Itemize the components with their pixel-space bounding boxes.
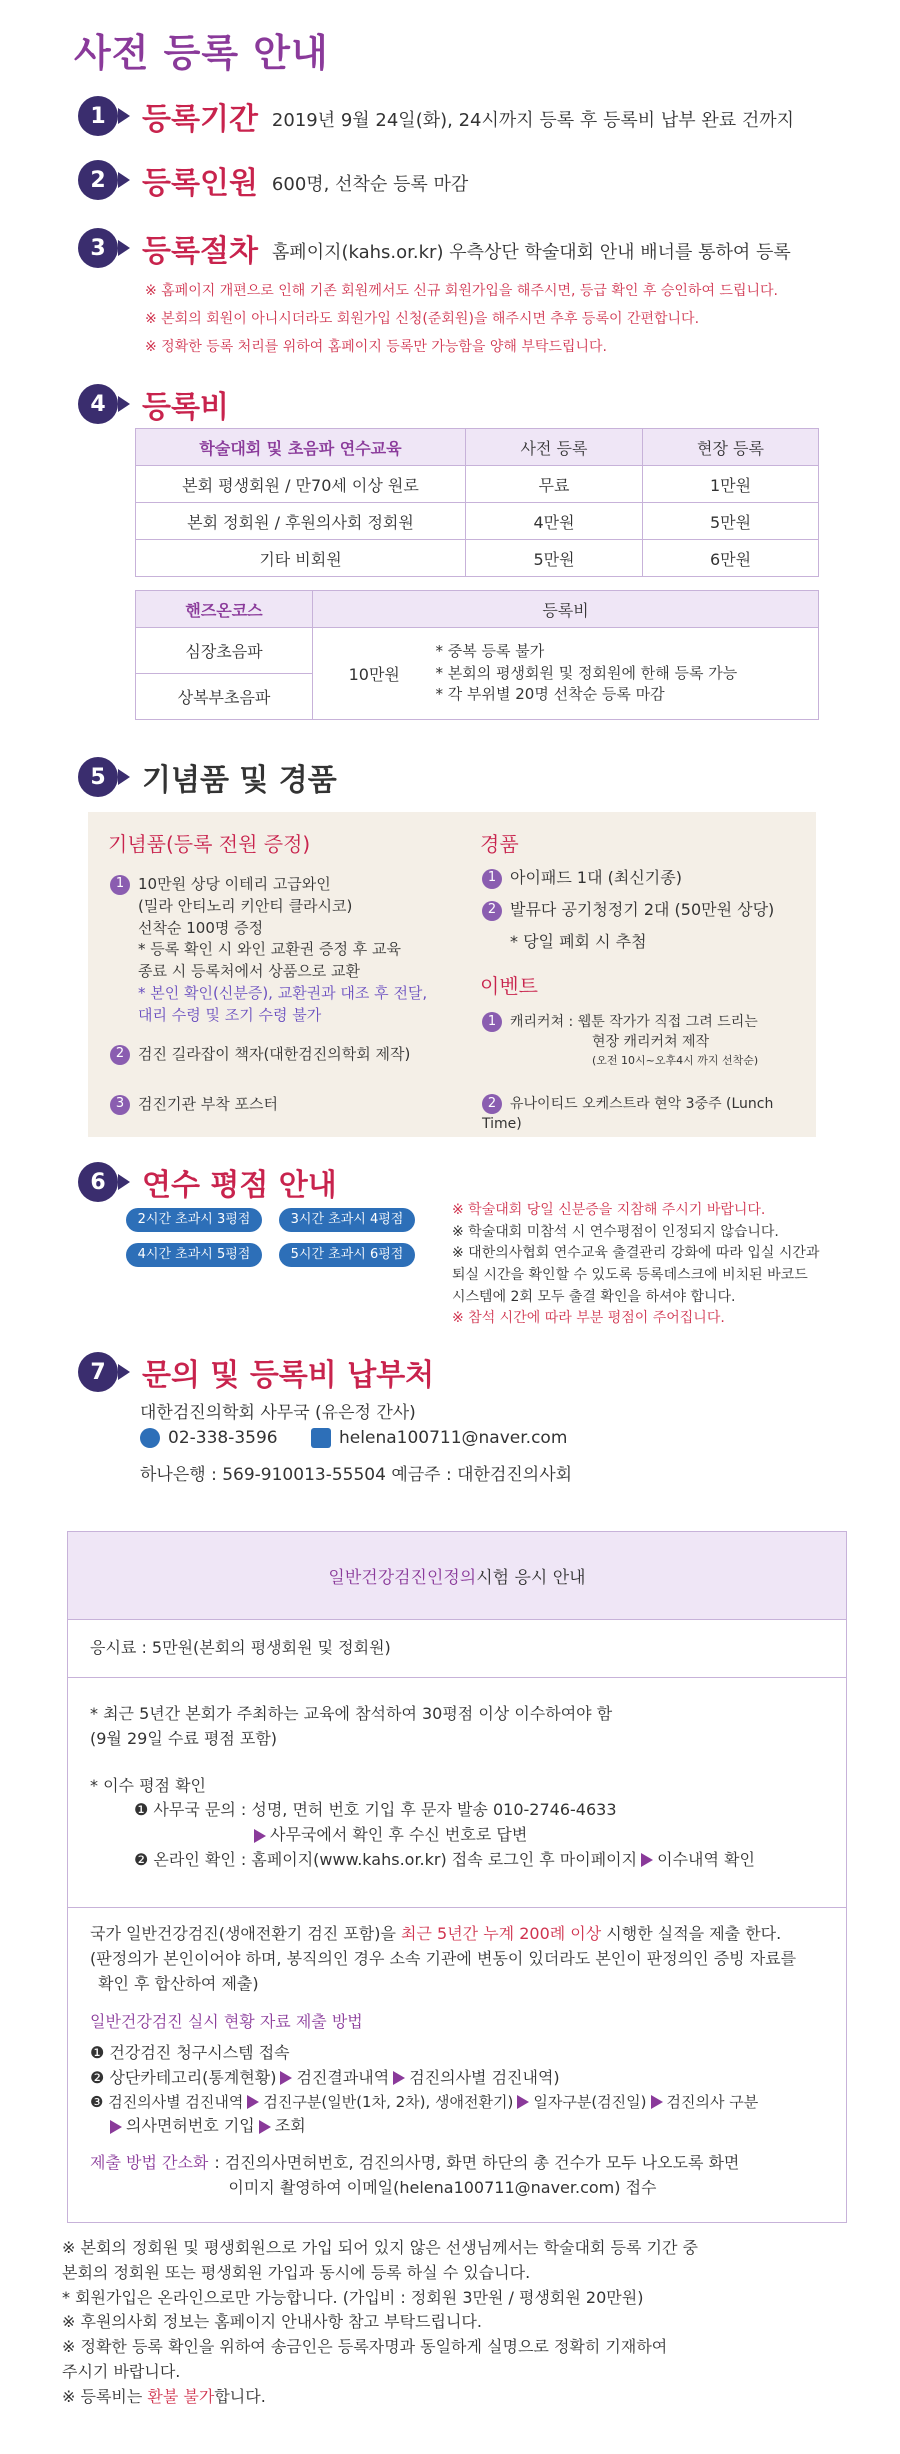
section-heading: 등록기간 bbox=[142, 102, 258, 137]
section-number: 6 bbox=[78, 1162, 118, 1202]
prize-note: * 당일 폐회 시 추첨 bbox=[510, 932, 647, 951]
gift-line: * 등록 확인 시 와인 교환권 증정 후 교육 bbox=[138, 940, 401, 959]
check-line: 사무국에서 확인 후 수신 번호로 답변 bbox=[270, 1825, 528, 1845]
section-heading: 등록인원 bbox=[142, 166, 258, 201]
footer-line: ※ 후원의사회 정보는 홈페이지 안내사항 참고 부탁드립니다. bbox=[62, 2312, 482, 2332]
exam-fee: 응시료 : 5만원(본회의 평생회원 및 정회원) bbox=[68, 1620, 846, 1678]
highlight-text: 환불 불가 bbox=[147, 2386, 215, 2406]
simple-method bbox=[90, 2151, 846, 2201]
exam-requirements bbox=[68, 1678, 846, 1908]
event-item-2 bbox=[482, 1094, 816, 1135]
email-icon bbox=[311, 1428, 331, 1448]
credit-badge: 4시간 초과시 5평점 bbox=[126, 1243, 262, 1267]
section-desc: 600명, 선착순 등록 마감 bbox=[271, 174, 469, 195]
section-desc: 홈페이지(kahs.or.kr) 우측상단 학술대회 안내 배너를 통하여 등록 bbox=[271, 242, 791, 263]
table-row bbox=[136, 540, 819, 577]
arrow-icon bbox=[641, 1853, 653, 1867]
footer-line: 본회의 정회원 또는 평생회원 가입과 동시에 등록 하실 수 있습니다. bbox=[62, 2262, 531, 2282]
table-cell bbox=[436, 628, 819, 720]
method-step: ❶ 건강검진 청구시스템 접속 bbox=[90, 2043, 290, 2063]
table-cell: 본회 정회원 / 후원의사회 정회원 bbox=[136, 503, 466, 540]
text: 합니다. bbox=[214, 2386, 266, 2406]
prize-text: 아이패드 1대 (최신기종) bbox=[510, 868, 682, 887]
event-line: 캐리커쳐 : 웹툰 작가가 직접 그려 드리는 bbox=[510, 1014, 758, 1030]
text: 일자구분(검진일) bbox=[533, 2092, 647, 2111]
phone-number[interactable]: 02-338-3596 bbox=[168, 1428, 278, 1448]
prize-text: 발뮤다 공기청정기 2대 (50만원 상당) bbox=[510, 900, 775, 919]
footer-line: ※ 본회의 정회원 및 평생회원으로 가입 되어 있지 않은 선생님께서는 학술대회 등록 기간 중 bbox=[62, 2238, 698, 2257]
method-step bbox=[90, 2066, 846, 2091]
section-number: 5 bbox=[78, 757, 118, 797]
contact-org: 대한검진의학회 사무국 (유은정 간사) bbox=[140, 1403, 416, 1423]
gift-item-1 bbox=[110, 874, 427, 1026]
footer-line: * 회원가입은 온라인으로만 가능합니다. (가입비 : 정회원 3만원 / 평생회원 20만원) bbox=[62, 2287, 644, 2307]
section-heading: 기념품 및 경품 bbox=[142, 763, 337, 798]
table-cell: 심장초음파 bbox=[136, 628, 313, 674]
handson-table bbox=[135, 590, 819, 720]
section-heading: 문의 및 등록비 납부처 bbox=[142, 1358, 435, 1393]
email-link[interactable]: helena100711@naver.com bbox=[339, 1428, 568, 1448]
fee-table bbox=[135, 428, 819, 577]
section-heading: 등록비 bbox=[142, 390, 229, 425]
arrow-icon bbox=[517, 2095, 529, 2109]
table-header: 등록비 bbox=[313, 591, 819, 628]
exam-submission bbox=[68, 1908, 846, 2200]
number-badge: 1 bbox=[482, 1012, 502, 1032]
exam-title-highlight: 일반건강검진인정의 bbox=[328, 1568, 477, 1588]
section-number: 4 bbox=[78, 384, 118, 424]
text: : 검진의사면허번호, 검진의사명, 화면 하단의 총 건수가 모두 나오도록 화면 bbox=[214, 2152, 740, 2172]
text: (판정의가 본인이어야 하며, 봉직의인 경우 소속 기관에 변동이 있더라도 본인이 판정의인 증빙 자료를 bbox=[90, 1948, 797, 1968]
section-3 bbox=[78, 226, 791, 270]
section-1 bbox=[78, 94, 794, 138]
credit-notes bbox=[452, 1200, 819, 1330]
section-4 bbox=[78, 382, 229, 426]
note: 시스템에 2회 모두 출결 확인을 하셔야 합니다. bbox=[452, 1288, 736, 1305]
gift-line: 선착순 100명 증정 bbox=[138, 918, 264, 937]
text: 이미지 촬영하여 이메일(helena100711@naver.com) 접수 bbox=[228, 2177, 657, 2197]
method-step bbox=[90, 2114, 846, 2139]
footer-line: ※ 정확한 등록 확인을 위하여 송금인은 등록자명과 동일하게 실명으로 정확히 기재하여 bbox=[62, 2337, 668, 2357]
section-2 bbox=[78, 158, 468, 202]
section-desc: 2019년 9월 24일(화), 24시까지 등록 후 등록비 납부 완료 건까지 bbox=[271, 110, 795, 131]
table-cell: 5만원 bbox=[466, 540, 643, 577]
page-title: 사전 등록 안내 bbox=[74, 31, 329, 75]
arrow-icon bbox=[393, 2071, 405, 2085]
req-line: (9월 29일 수료 평점 포함) bbox=[90, 1728, 278, 1748]
table-cell: 5만원 bbox=[643, 503, 819, 540]
table-cell: 1만원 bbox=[643, 466, 819, 503]
note: ※ 대한의사협회 연수교육 출결관리 강화에 따라 입실 시간과 bbox=[452, 1245, 820, 1262]
table-cell: 기타 비회원 bbox=[136, 540, 466, 577]
gift-item-2 bbox=[110, 1044, 410, 1066]
text: 조회 bbox=[274, 2116, 306, 2136]
section-number: 3 bbox=[78, 228, 118, 268]
section-number: 7 bbox=[78, 1352, 118, 1392]
number-badge: 2 bbox=[482, 901, 502, 921]
arrow-icon bbox=[247, 2095, 259, 2109]
method-title: 일반건강검진 실시 현황 자료 제출 방법 bbox=[90, 2012, 363, 2032]
credit-badge: 3시간 초과시 4평점 bbox=[279, 1208, 415, 1232]
table-row bbox=[136, 503, 819, 540]
gift-line: (밀라 안티노리 키안티 클라시코) bbox=[138, 896, 353, 915]
note: ※ 본회의 회원이 아니시더라도 회원가입 신청(준회원)을 해주시면 추후 등록이 간편합니다. bbox=[145, 311, 700, 327]
gift-line: 검진 길라잡이 책자(대한검진의학회 제작) bbox=[138, 1045, 411, 1063]
credit-badge: 5시간 초과시 6평점 bbox=[279, 1243, 415, 1267]
table-cell: 4만원 bbox=[466, 503, 643, 540]
note: ※ 학술대회 미참석 시 연수평점이 인정되지 않습니다. bbox=[452, 1223, 779, 1240]
gift-box bbox=[88, 812, 816, 1137]
table-header: 학술대회 및 초음파 연수교육 bbox=[136, 429, 466, 466]
arrow-icon bbox=[651, 2095, 663, 2109]
gift-title: 기념품(등록 전원 증정) bbox=[108, 832, 311, 856]
section-heading: 등록절차 bbox=[142, 234, 258, 269]
note: ※ 학술대회 당일 신분증을 지참해 주시기 바랍니다. bbox=[452, 1202, 766, 1218]
text: ※ 등록비는 bbox=[62, 2386, 148, 2406]
text: 검진결과내역 bbox=[296, 2067, 390, 2087]
contact-row bbox=[140, 1428, 567, 1448]
note: ※ 정확한 등록 처리를 위하여 홈페이지 등록만 가능함을 양해 부탁드립니다. bbox=[145, 339, 607, 355]
text: 검진의사 구분 bbox=[666, 2092, 759, 2111]
event-line: (오전 10시~오후4시 까지 선착순) bbox=[592, 1053, 759, 1067]
table-row bbox=[136, 466, 819, 503]
arrow-icon bbox=[280, 2071, 292, 2085]
section-number: 1 bbox=[78, 96, 118, 136]
table-cell: 상복부초음파 bbox=[136, 674, 313, 720]
text: ❸ 검진의사별 검진내역 bbox=[90, 2092, 244, 2111]
number-badge: 1 bbox=[482, 869, 502, 889]
credit-badge: 2시간 초과시 3평점 bbox=[126, 1208, 262, 1232]
text: 검진구분(일반(1차, 2차), 생애전환기) bbox=[263, 2092, 514, 2111]
arrow-icon bbox=[259, 2120, 271, 2134]
note: * 중복 등록 불가 bbox=[435, 641, 545, 660]
exam-info-box bbox=[67, 1531, 847, 2223]
note: 퇴실 시간을 확인할 수 있도록 등록데스크에 비치된 바코드 bbox=[452, 1267, 808, 1284]
arrow-icon bbox=[110, 2120, 122, 2134]
note: ※ 참석 시간에 따라 부분 평점이 주어집니다. bbox=[452, 1310, 725, 1327]
table-header: 사전 등록 bbox=[466, 429, 643, 466]
table-row bbox=[136, 628, 819, 674]
number-badge: 3 bbox=[110, 1095, 130, 1115]
highlight-text: 최근 5년간 누계 200례 이상 bbox=[401, 1924, 602, 1943]
method-step bbox=[90, 2091, 846, 2114]
prize-item-2 bbox=[482, 898, 774, 921]
gift-line: 10만원 상당 이테리 고급와인 bbox=[138, 875, 331, 893]
note: ※ 홈페이지 개편으로 인해 기존 회원께서도 신규 회원가입을 해주시면, 등급 확인 후 승인하여 드립니다. bbox=[145, 283, 778, 299]
footer-notes bbox=[62, 2236, 698, 2410]
phone-icon bbox=[140, 1428, 160, 1448]
event-item-1 bbox=[482, 1012, 758, 1069]
check-line: ❶ 사무국 문의 : 성명, 면허 번호 기입 후 문자 발송 010-2746-4633 bbox=[134, 1800, 617, 1820]
number-badge: 2 bbox=[110, 1045, 130, 1065]
table-cell: 6만원 bbox=[643, 540, 819, 577]
event-title: 이벤트 bbox=[480, 974, 538, 998]
table-header: 핸즈온코스 bbox=[136, 591, 313, 628]
section-5 bbox=[78, 755, 337, 799]
text: 시행한 실적을 제출 한다. bbox=[601, 1924, 782, 1943]
gift-line: * 본인 확인(신분증), 교환권과 대조 후 전달, bbox=[138, 983, 428, 1002]
simple-title: 제출 방법 간소화 bbox=[90, 2152, 209, 2172]
check-line: 이수내역 확인 bbox=[657, 1849, 755, 1869]
prize-item-1 bbox=[482, 866, 682, 889]
gift-line: 대리 수령 및 조기 수령 불가 bbox=[138, 1005, 322, 1024]
text: 검진의사별 검진내역) bbox=[409, 2067, 560, 2087]
number-badge: 1 bbox=[110, 875, 130, 895]
text: 의사면허번호 기입 bbox=[126, 2116, 255, 2136]
text: ❷ 상단카테고리(통계현황) bbox=[90, 2067, 277, 2087]
footer-line bbox=[62, 2385, 698, 2410]
arrow-icon bbox=[254, 1829, 266, 1843]
event-line: 현장 캐리커쳐 제작 bbox=[592, 1034, 710, 1051]
footer-line: 주시기 바랍니다. bbox=[62, 2361, 181, 2381]
section-6 bbox=[78, 1160, 337, 1204]
table-cell: 10만원 bbox=[313, 628, 436, 720]
exam-title-text: 시험 응시 안내 bbox=[476, 1568, 586, 1588]
check-line: ❷ 온라인 확인 : 홈페이지(www.kahs.or.kr) 접속 로그인 후 마이페이지 bbox=[134, 1849, 638, 1869]
text: 확인 후 합산하여 제출) bbox=[98, 1973, 259, 1993]
prize-title: 경품 bbox=[480, 832, 519, 856]
note: * 본회의 평생회원 및 정회원에 한해 등록 가능 bbox=[435, 663, 738, 682]
table-cell: 무료 bbox=[466, 466, 643, 503]
note: * 각 부위별 20명 선착순 등록 마감 bbox=[435, 685, 665, 704]
table-header: 현장 등록 bbox=[643, 429, 819, 466]
section-number: 2 bbox=[78, 160, 118, 200]
section-heading: 연수 평점 안내 bbox=[142, 1168, 337, 1203]
gift-line: 검진기관 부착 포스터 bbox=[138, 1095, 278, 1113]
req-line: * 최근 5년간 본회가 주최하는 교육에 참석하여 30평점 이상 이수하여야 함 bbox=[90, 1704, 613, 1723]
table-cell: 본회 평생회원 / 만70세 이상 원로 bbox=[136, 466, 466, 503]
check-title: * 이수 평점 확인 bbox=[90, 1775, 206, 1795]
event-line: 유나이티드 오케스트라 현악 3중주 (Lunch Time) bbox=[482, 1096, 774, 1133]
number-badge: 2 bbox=[482, 1094, 502, 1114]
section-7 bbox=[78, 1350, 434, 1394]
bank-account: 하나은행 : 569-910013-55504 예금주 : 대한검진의사회 bbox=[140, 1465, 573, 1485]
exam-title bbox=[68, 1532, 846, 1620]
gift-item-3 bbox=[110, 1094, 278, 1116]
gift-line: 종료 시 등록처에서 상품으로 교환 bbox=[138, 962, 360, 980]
text: 국가 일반건강검진(생애전환기 검진 포함)을 bbox=[90, 1924, 402, 1943]
